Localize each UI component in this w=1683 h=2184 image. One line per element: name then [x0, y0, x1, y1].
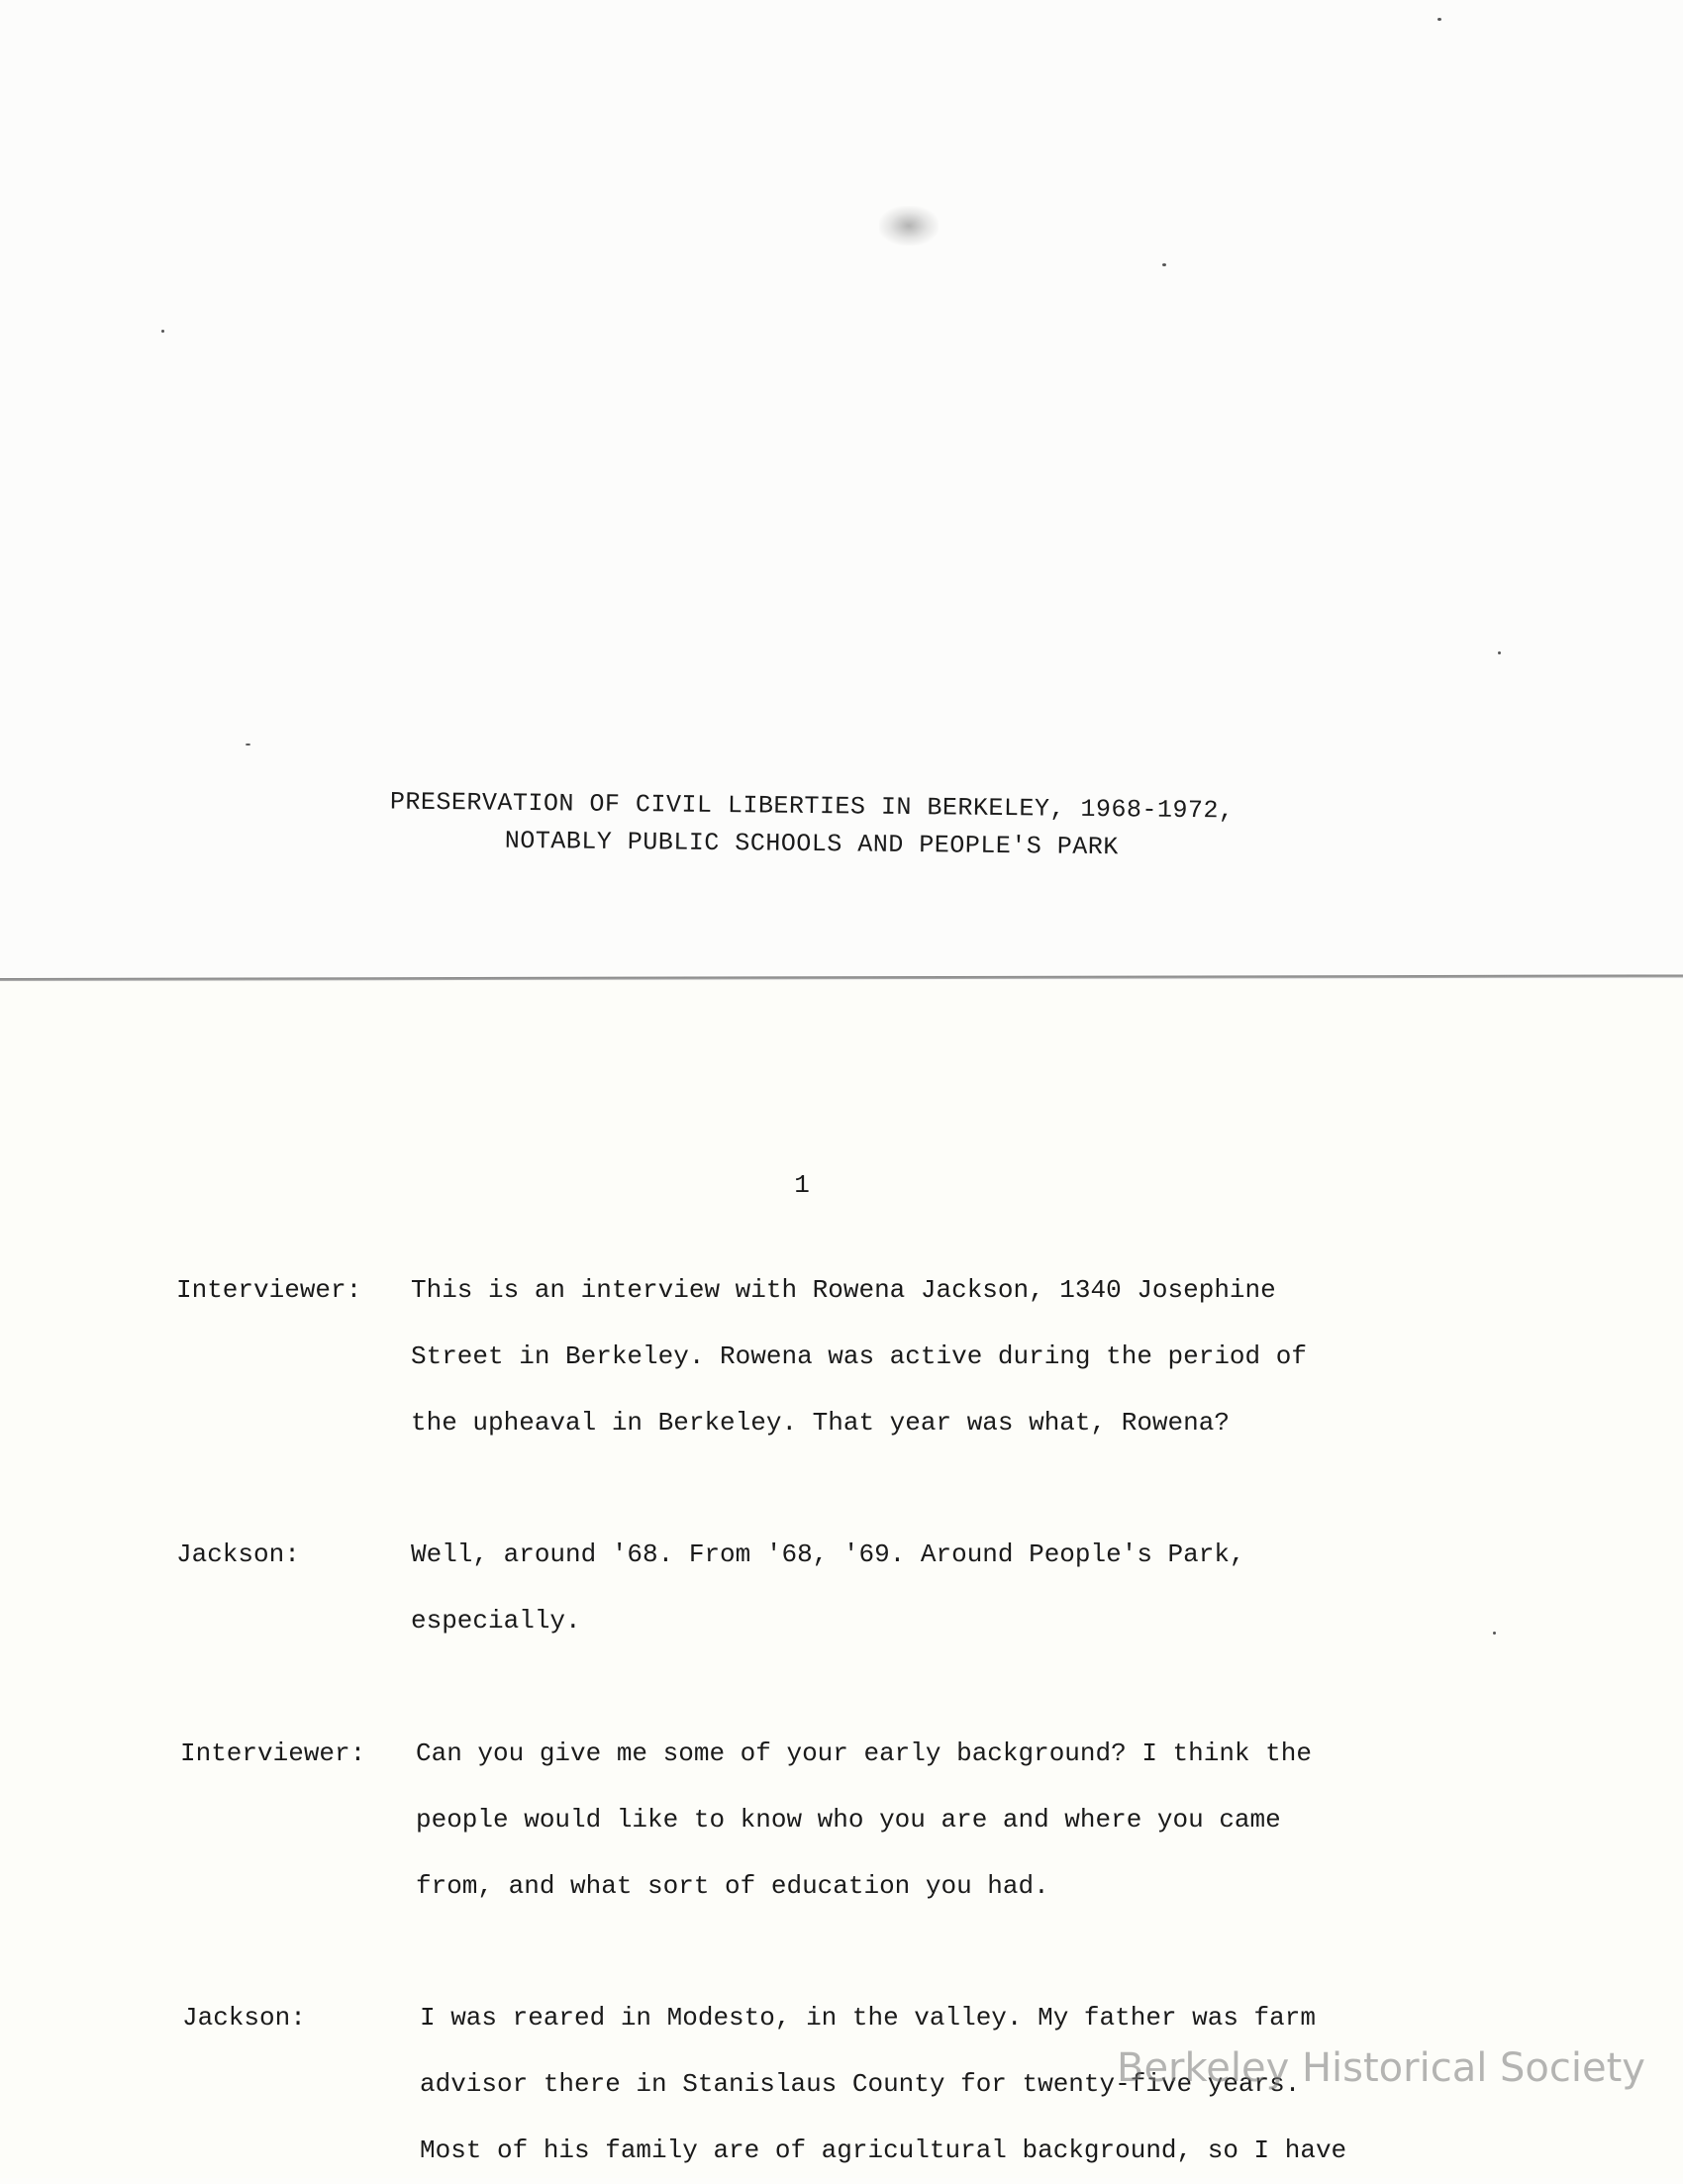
- speech-line: from, and what sort of education you had.: [416, 1871, 1049, 1901]
- document-title: [248, 782, 1377, 869]
- speaker-label: Jackson:: [176, 1539, 300, 1569]
- speech-line: advisor there in Stanislaus County for twenty-five years.: [420, 2069, 1301, 2099]
- speech-line: This is an interview with Rowena Jackson, 1340 Josephine: [411, 1275, 1276, 1305]
- speech-line: the upheaval in Berkeley. That year was what, Rowena?: [411, 1408, 1230, 1438]
- speech-line: Most of his family are of agricultural background, so I have: [420, 2135, 1347, 2165]
- speech-text: [411, 1257, 1440, 1456]
- speech-line: people would like to know who you are and where you came: [416, 1805, 1281, 1835]
- dust-speck: [246, 744, 250, 745]
- speech-line: Well, around '68. From '68, '69. Around People's Park,: [411, 1539, 1245, 1569]
- dust-speck: [1498, 651, 1501, 654]
- speech-text: [411, 1522, 1440, 1654]
- speaker-label: Interviewer:: [180, 1738, 366, 1768]
- title-line: NOTABLY PUBLIC SCHOOLS AND PEOPLE'S PARK: [504, 826, 1119, 862]
- speech-line: Can you give me some of your early background? I think the: [416, 1738, 1312, 1768]
- dust-speck: [1493, 1632, 1496, 1635]
- speech-line: Street in Berkeley. Rowena was active during the period of: [411, 1341, 1307, 1371]
- ink-smudge: [879, 206, 939, 246]
- dust-speck: [161, 330, 164, 333]
- dust-speck: [1437, 18, 1441, 21]
- speech-text: [416, 1721, 1445, 1920]
- page-number: 1: [794, 1170, 810, 1200]
- title-line: PRESERVATION OF CIVIL LIBERTIES IN BERKELEY, 1968-1972,: [389, 787, 1235, 826]
- speech-line: I was reared in Modesto, in the valley. My father was farm: [420, 2003, 1316, 2033]
- speaker-label: Jackson:: [182, 2003, 306, 2033]
- archive-watermark: Berkeley Historical Society: [1117, 2045, 1645, 2091]
- dust-speck: [1162, 263, 1166, 266]
- speech-line: especially.: [411, 1606, 581, 1636]
- speaker-label: Interviewer:: [176, 1275, 362, 1305]
